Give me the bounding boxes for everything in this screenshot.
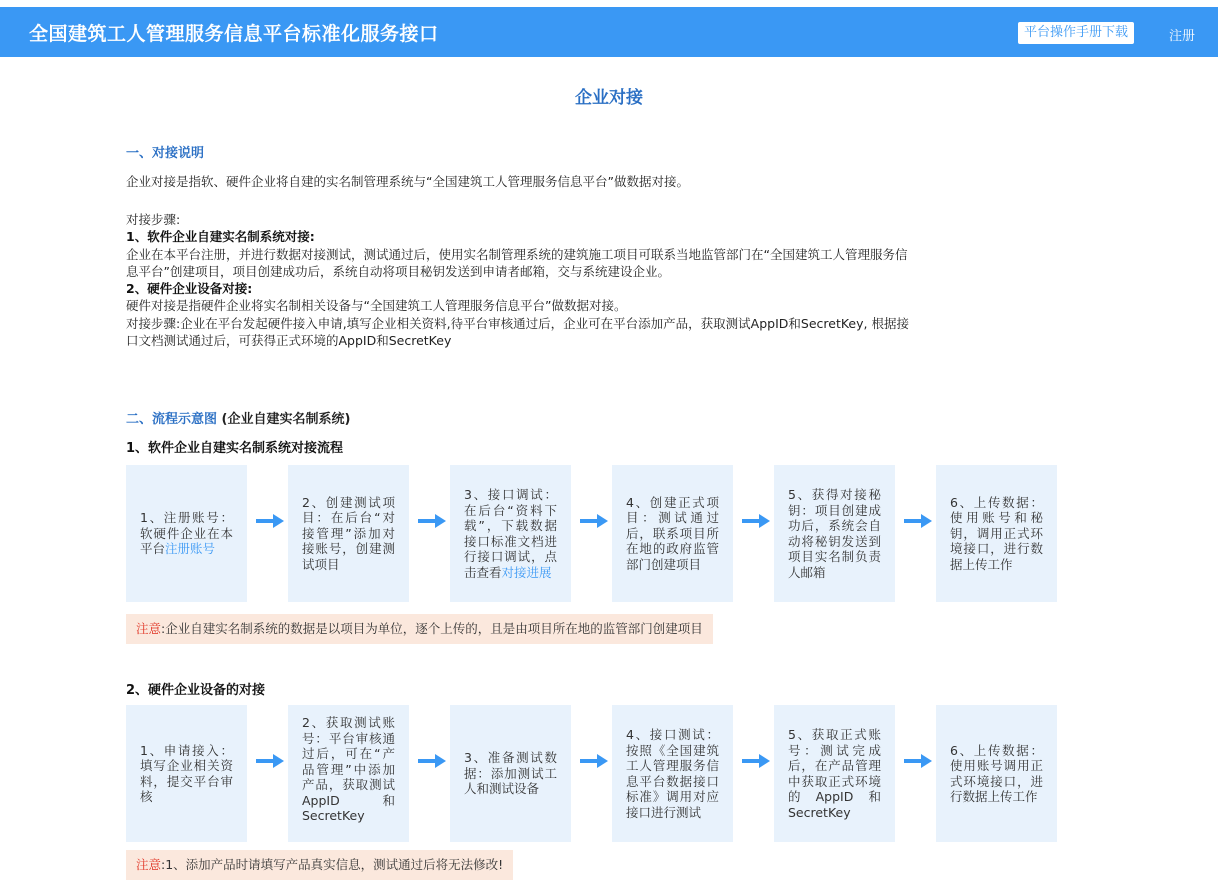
software-step-4-text: 4、创建正式项目：测试通过后，联系项目所在地的政府监管部门创建项目 [626, 494, 719, 572]
section1-intro: 企业对接是指软、硬件企业将自建的实名制管理系统与“全国建筑工人管理服务信息平台”做数据对接。 [126, 174, 689, 189]
hardware-step-6 [936, 705, 1057, 842]
section2-heading [126, 408, 350, 427]
arrow-right-icon [742, 754, 770, 768]
arrow-right-icon [418, 514, 446, 528]
section2-heading-main: 二、流程示意图 [126, 412, 218, 427]
integration-progress-link[interactable]: 对接进展 [501, 564, 552, 580]
software-flow-note [126, 614, 713, 644]
hardware-title: 2、硬件企业设备对接: [126, 281, 253, 296]
register-link[interactable]: 注册 [1169, 29, 1196, 44]
software-line2: 息平台”创建项目，项目创建成功后，系统自动将项目秘钥发送到申请者邮箱，交与系统建设企业。 [126, 264, 670, 279]
arrow-right-icon [580, 754, 608, 768]
hardware-step-5-text: 5、获取正式账号：测试完成后，在产品管理中获取正式环境的AppID和SecretKey [788, 727, 881, 820]
hardware-step-2 [288, 705, 409, 842]
arrow-right-icon [904, 754, 932, 768]
note-label: 注意 [136, 857, 162, 872]
register-account-link[interactable]: 注册账号 [165, 541, 216, 557]
hardware-step-2-text: 2、获取测试账号：平台审核通过后，可在“产品管理”中添加产品，获取测试AppID和SecretKey [302, 715, 395, 823]
hardware-step-1-text: 1、申请接入：填写企业相关资料，提交平台审核 [140, 742, 233, 804]
software-step-1-text: 1、注册账号：软硬件企业在本平台 [140, 510, 233, 557]
steps-label: 对接步骤: [126, 212, 181, 227]
hardware-flow-title: 2、硬件企业设备的对接 [126, 683, 266, 698]
software-flow-title: 1、软件企业自建实名制系统对接流程 [126, 441, 344, 456]
section2-heading-suffix: (企业自建实名制系统) [221, 412, 351, 427]
software-step-4 [612, 465, 733, 602]
hardware-step-5 [774, 705, 895, 842]
software-title: 1、软件企业自建实名制系统对接: [126, 229, 315, 244]
software-step-5 [774, 465, 895, 602]
arrow-right-icon [256, 514, 284, 528]
hardware-line1: 硬件对接是指硬件企业将实名制相关设备与“全国建筑工人管理服务信息平台”做数据对接。 [126, 298, 627, 313]
hardware-step-4 [612, 705, 733, 842]
software-step-3-text: 3、接口调试：在后台“资料下载”，下载数据接口标准文档进行接口调试，点击查看 [464, 487, 557, 580]
hardware-flow-note [126, 850, 513, 880]
hardware-step-1 [126, 705, 247, 842]
arrow-right-icon [418, 754, 446, 768]
page-title: 企业对接 [575, 88, 643, 108]
hardware-step-6-text: 6、上传数据：使用账号调用正式环境接口，进行数据上传工作 [950, 742, 1043, 804]
hardware-line2: 对接步骤:企业在平台发起硬件接入申请,填写企业相关资料,待平台审核通过后，企业可在平台添加产品，获取测试AppID和SecretKey, 根据接 [126, 316, 909, 331]
software-step-1 [126, 465, 247, 602]
manual-download-button[interactable]: 平台操作手册下载 [1018, 22, 1134, 44]
top-header-bar [0, 7, 1218, 57]
hardware-line3: 口文档测试通过后，可获得正式环境的AppID和SecretKey [126, 333, 452, 348]
site-title[interactable]: 全国建筑工人管理服务信息平台标准化服务接口 [29, 22, 439, 45]
note-text: :企业自建实名制系统的数据是以项目为单位，逐个上传的，且是由项目所在地的监管部门创建项目 [161, 621, 703, 636]
arrow-right-icon [742, 514, 770, 528]
hardware-step-3-text: 3、准备测试数据：添加测试工人和测试设备 [464, 750, 557, 797]
software-step-2-text: 2、创建测试项目：在后台“对接管理”添加对接账号，创建测试项目 [302, 494, 395, 572]
software-step-5-text: 5、获得对接秘钥：项目创建成功后，系统会自动将秘钥发送到项目实名制负责人邮箱 [788, 487, 881, 580]
software-step-6 [936, 465, 1057, 602]
software-step-2 [288, 465, 409, 602]
arrow-right-icon [580, 514, 608, 528]
hardware-step-3 [450, 705, 571, 842]
arrow-right-icon [904, 514, 932, 528]
note-label: 注意 [136, 621, 162, 636]
arrow-right-icon [256, 754, 284, 768]
hardware-step-4-text: 4、接口测试：按照《全国建筑工人管理服务信息平台数据接口标准》调用对应接口进行测试 [626, 727, 719, 820]
section1-heading: 一、对接说明 [126, 146, 205, 161]
note-text: :1、添加产品时请填写产品真实信息，测试通过后将无法修改! [161, 857, 504, 872]
software-step-3 [450, 465, 571, 602]
software-line1: 企业在本平台注册，并进行数据对接测试，测试通过后，使用实名制管理系统的建筑施工项目可联系当地监管部门在“全国建筑工人管理服务信 [126, 247, 908, 262]
software-step-6-text: 6、上传数据：使用账号和秘钥，调用正式环境接口，进行数据上传工作 [950, 494, 1043, 572]
